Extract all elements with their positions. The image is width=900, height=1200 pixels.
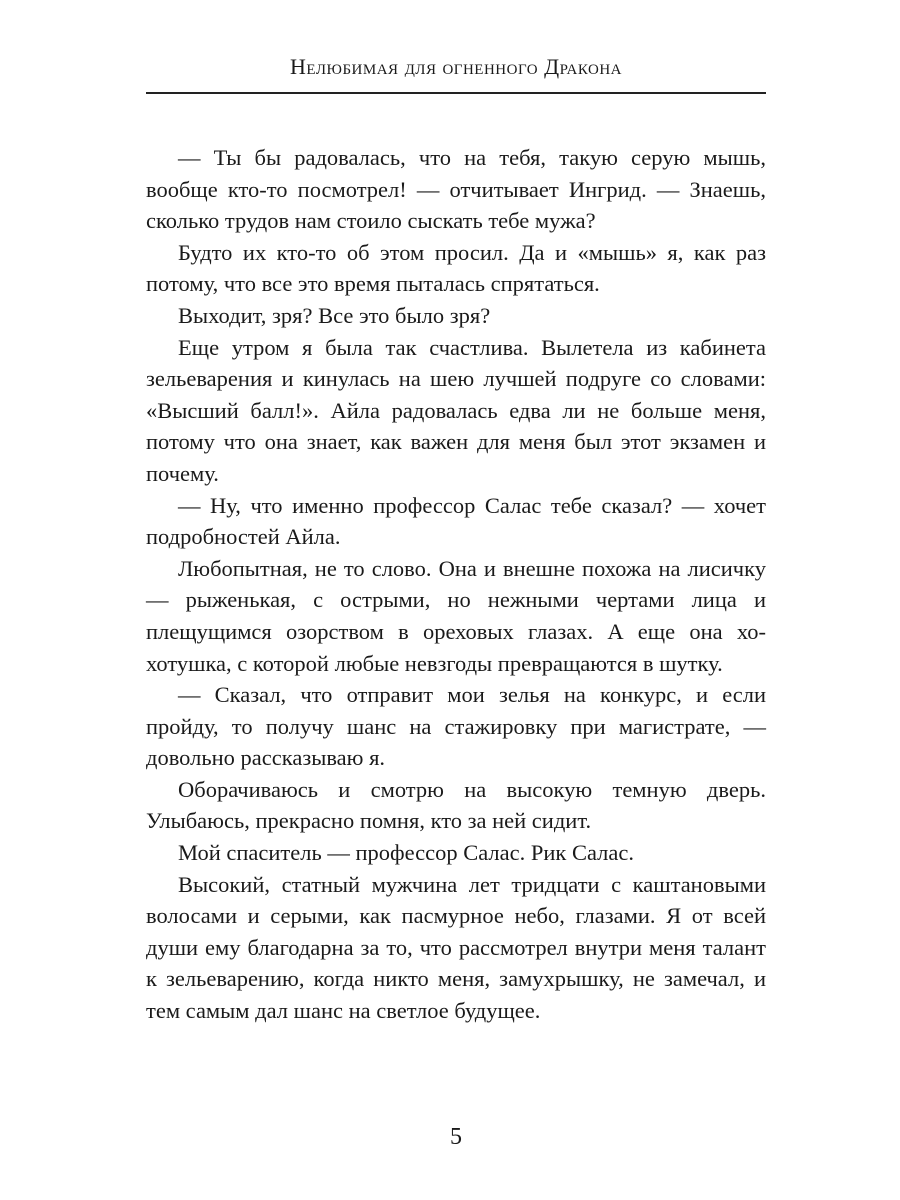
paragraph: Высокий, статный мужчина лет тридцати с каштановыми волосами и серыми, как пасмурное небо, глазами. Я от всей души ему благодарна за то, что рассмотрел внутри меня талант к зельеварению, когда никто меня, замухрышку, не замечал, и тем самым дал шанс на светлое будущее. (146, 871, 766, 1024)
page-number: 5 (450, 1124, 462, 1150)
paragraph: Будто их кто-то об этом просил. Да и «мышь» я, как раз потому, что все это время пыталась спрятаться. (146, 239, 766, 297)
paragraph: — Ты бы радовалась, что на тебя, такую серую мышь, вообще кто-то посмотрел! — отчитывает Ингрид. — Знаешь, сколько трудов нам стоило сыскать тебе мужа? (146, 145, 766, 234)
paragraph: — Ну, что именно профессор Салас тебе сказал? — хочет подробностей Айла. (146, 492, 766, 550)
body-text (146, 142, 766, 1027)
header-rule (146, 92, 766, 94)
paragraph: Любопытная, не то слово. Она и внешне похожа на лисичку — рыженькая, с острыми, но нежными чертами лица и плещущимся озорством в ореховых глазах. А еще она хохотушка, с которой любые невзгоды превращаются в шутку. (146, 555, 766, 676)
running-head-title: Нелюбимая для огненного Дракона (290, 54, 622, 79)
paragraph: Оборачиваюсь и смотрю на высокую темную дверь. Улыбаюсь, прекрасно помня, кто за ней сидит. (146, 776, 766, 834)
paragraph: Выходит, зря? Все это было зря? (178, 302, 491, 328)
paragraph: Мой спаситель — профессор Салас. Рик Салас. (178, 840, 634, 866)
paragraph: Еще утром я была так счастлива. Вылетела из кабинета зельеварения и кинулась на шею лучшей подруге со словами: «Высший балл!». Айла радовалась едва ли не больше меня, потому что она знает, как важен для меня был этот экзамен и почему. (146, 334, 766, 486)
paragraph: — Сказал, что отправит мои зелья на конкурс, и если пройду, то получу шанс на стажировку при магистрате, — довольно рассказываю я. (146, 682, 766, 771)
